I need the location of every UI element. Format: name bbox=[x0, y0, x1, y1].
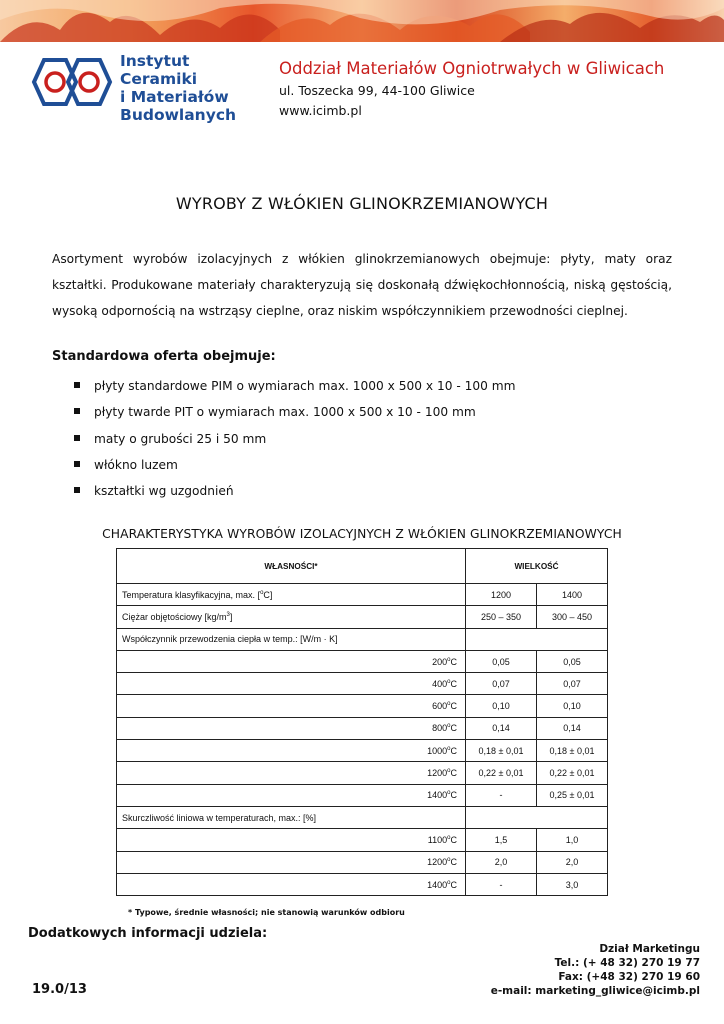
table-cell: 0,05 bbox=[537, 650, 608, 672]
institute-name bbox=[120, 52, 260, 124]
header-value: WIELKOŚĆ bbox=[466, 549, 608, 584]
department-name: Oddział Materiałów Ogniotrwałych w Gliwicach bbox=[279, 59, 665, 78]
table-row bbox=[117, 784, 608, 806]
bullet-square-icon bbox=[74, 408, 80, 414]
table-cell: 0,18 ± 0,01 bbox=[466, 740, 537, 762]
logo-line: Budowlanych bbox=[120, 106, 237, 124]
table-cell: 300 – 450 bbox=[537, 606, 608, 628]
table-cell: 0,10 bbox=[466, 695, 537, 717]
table-row bbox=[117, 584, 608, 606]
bullet-square-icon bbox=[74, 487, 80, 493]
table-cell: 0,25 ± 0,01 bbox=[537, 784, 608, 806]
table-row bbox=[117, 762, 608, 784]
list-item bbox=[72, 402, 516, 428]
table-cell: 0,18 ± 0,01 bbox=[537, 740, 608, 762]
table-row bbox=[117, 650, 608, 672]
table-cell: 1200 bbox=[466, 584, 537, 606]
table-cell: 0,05 bbox=[466, 650, 537, 672]
logo-line: i Materiałów bbox=[120, 88, 229, 106]
temperature-cell: 1200$^o$C bbox=[117, 851, 466, 873]
table-row bbox=[117, 673, 608, 695]
address: ul. Toszecka 99, 44-100 Gliwice bbox=[279, 83, 475, 98]
document-number: 19.0/13 bbox=[32, 982, 87, 997]
conductivity-rows bbox=[117, 650, 608, 806]
table-cell: - bbox=[466, 784, 537, 806]
table-cell: 1,0 bbox=[537, 829, 608, 851]
table-cell: 2,0 bbox=[466, 851, 537, 873]
bullet-square-icon bbox=[74, 382, 80, 388]
page-title: WYROBY Z WŁÓKIEN GLINOKRZEMIANOWYCH bbox=[175, 194, 549, 213]
table-cell: 2,0 bbox=[537, 851, 608, 873]
table-cell: 0,22 ± 0,01 bbox=[537, 762, 608, 784]
flame-pattern bbox=[0, 0, 724, 42]
offer-item-text: maty o grubości 25 i 50 mm bbox=[94, 431, 267, 446]
temperature-cell: 1000$^o$C bbox=[117, 740, 466, 762]
temperature-cell: 600$^o$C bbox=[117, 695, 466, 717]
temperature-cell: 1100$^o$C bbox=[117, 829, 466, 851]
table-row bbox=[117, 829, 608, 851]
contact-email[interactable]: e-mail: marketing_gliwice@icimb.pl bbox=[490, 985, 700, 997]
header-info bbox=[279, 58, 709, 120]
offer-item-text: płyty standardowe PIM o wymiarach max. 1000 x 500 x 10 - 100 mm bbox=[94, 379, 516, 393]
shrinkage-rows bbox=[117, 829, 608, 896]
classification-label: Temperatura klasyfikacyjna, max. [$^o$C] bbox=[117, 584, 466, 606]
website-link[interactable]: www.icimb.pl bbox=[279, 103, 362, 118]
contact-fax: Fax: (+48 32) 270 19 60 bbox=[558, 971, 700, 983]
more-info-label: Dodatkowych informacji udziela: bbox=[28, 926, 268, 941]
temperature-cell: 400$^o$C bbox=[117, 673, 466, 695]
offer-item-text: płyty twarde PIT o wymiarach max. 1000 x 500 x 10 - 100 mm bbox=[94, 405, 476, 420]
table-cell: 1,5 bbox=[466, 829, 537, 851]
table-cell bbox=[466, 628, 608, 650]
density-label: Ciężar objętościowy $[kg/m^3]$ bbox=[117, 606, 466, 628]
footnote: * Typowe, średnie własności; nie stanowią warunków odbioru bbox=[128, 908, 405, 917]
offer-item-text: włókno luzem bbox=[94, 457, 178, 472]
list-item bbox=[72, 429, 516, 455]
table-row bbox=[117, 740, 608, 762]
flame-banner bbox=[0, 0, 724, 42]
contact-department: Dział Marketingu bbox=[599, 943, 700, 955]
temperature-cell: 200$^o$C bbox=[117, 650, 466, 672]
table-cell: 0,22 ± 0,01 bbox=[466, 762, 537, 784]
table-row bbox=[117, 695, 608, 717]
properties-table bbox=[116, 548, 608, 896]
offer-item-text: kształtki wg uzgodnień bbox=[94, 484, 234, 499]
list-item bbox=[72, 481, 516, 507]
table-row bbox=[117, 628, 608, 650]
table-cell: 0,07 bbox=[466, 673, 537, 695]
temperature-cell: 1400$^o$C bbox=[117, 873, 466, 895]
temperature-cell: 800$^o$C bbox=[117, 717, 466, 739]
contact-phone: Tel.: (+ 48 32) 270 19 77 bbox=[554, 957, 700, 969]
table-row bbox=[117, 717, 608, 739]
table-row bbox=[117, 806, 608, 828]
offer-heading: Standardowa oferta obejmuje: bbox=[52, 349, 276, 364]
offer-list bbox=[72, 376, 516, 507]
shrinkage-label: Skurczliwość liniowa w temperaturach, max.: [%] bbox=[117, 806, 466, 828]
table-row bbox=[117, 873, 608, 895]
table-row bbox=[117, 851, 608, 873]
table-cell: 0,14 bbox=[466, 717, 537, 739]
contact-block bbox=[491, 942, 700, 998]
table-header-row bbox=[117, 549, 608, 584]
conductivity-label: Współczynnik przewodzenia ciepła w temp.: [W/m · K] bbox=[117, 628, 466, 650]
temperature-cell: 1200$^o$C bbox=[117, 762, 466, 784]
temperature-cell: 1400$^o$C bbox=[117, 784, 466, 806]
table-cell: 0,14 bbox=[537, 717, 608, 739]
bullet-square-icon bbox=[74, 461, 80, 467]
header-property: WŁASNOŚCI* bbox=[117, 549, 466, 584]
table-cell bbox=[466, 806, 608, 828]
table-cell: 1400 bbox=[537, 584, 608, 606]
table-cell: 0,10 bbox=[537, 695, 608, 717]
list-item bbox=[72, 376, 516, 402]
intro-paragraph: Asortyment wyrobów izolacyjnych z włókien glinokrzemianowych obejmuje: płyty, maty oraz kształtki. Produkowane materiały charakteryzują się doskonałą dźwiękochłonnością, niską gęstością, wysoką odpornością na wstrząsy cieplne, oraz niskim współczynnikiem przewodności cieplnej. bbox=[52, 252, 672, 318]
table-cell: 250 – 350 bbox=[466, 606, 537, 628]
table-title: CHARAKTERYSTYKA WYROBÓW IZOLACYJNYCH Z WŁÓKIEN GLINOKRZEMIANOWYCH bbox=[102, 527, 622, 541]
table-cell: - bbox=[466, 873, 537, 895]
logo-line: Instytut Ceramiki bbox=[120, 52, 198, 88]
table-cell: 3,0 bbox=[537, 873, 608, 895]
table-row bbox=[117, 606, 608, 628]
list-item bbox=[72, 455, 516, 481]
bullet-square-icon bbox=[74, 435, 80, 441]
table-cell: 0,07 bbox=[537, 673, 608, 695]
